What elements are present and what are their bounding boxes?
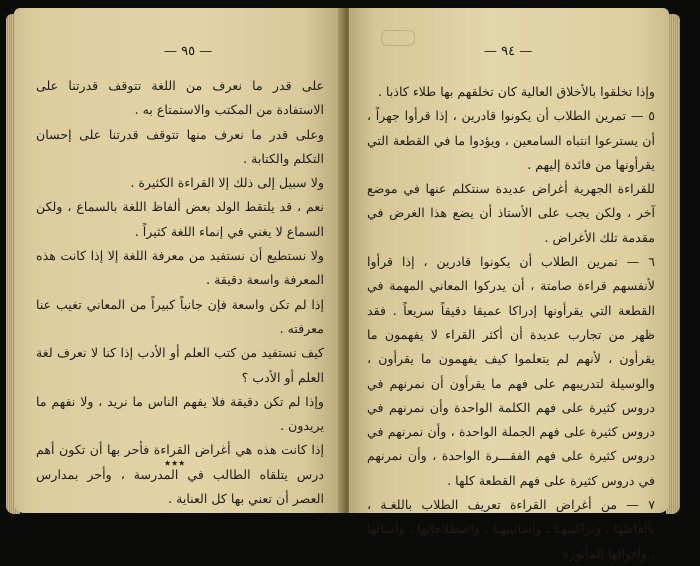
left-page-text	[36, 74, 324, 511]
left-paragraph-8: وإذا لم تكن دقيقة فلا يفهم الناس ما نريد ، ولا نفهم ما يريدون .	[36, 393, 324, 434]
left-paragraph-1: على قدر ما نعرف من اللغة تتوقف قدرتنا على الاستفادة من المكتب والاستمتاع به .	[36, 78, 324, 118]
left-paragraph-3: ولا سبيل إلى ذلك إلا القراءة الكثيرة .	[130, 175, 324, 191]
right-page	[349, 8, 669, 561]
right-paragraph-1: وإذا تخلقوا بالأخلاق العالية كان تخلقهم بها طلاء كاذبا .	[378, 84, 655, 99]
left-paragraph-6: إذا لم تكن واسعة فإن جانباً كبيراً من المعاني تغيب عنا معرفته .	[36, 296, 324, 336]
right-paragraph-2: ٥ — تمرين الطلاب أن يكونوا قادرين ، إذا قرأوا جهراً ، أن يسترعوا انتباه السامعين ، ويؤدوا ما في القطعة التي يقرأونها من فائدة إليهم .	[367, 108, 655, 172]
left-paragraph-9: إذا كانت هذه هي أغراض القراءة فأحر بها أن تكون أهم درس يتلقاه الطالب في المدرسة ، وأحر بمدارس العصر أن تعني بها كل العناية .	[36, 442, 324, 507]
faded-stamp	[381, 30, 415, 46]
right-paragraph-3: للقراءة الجهرية أغراض عديدة سنتكلم عنها في موضع آخر ، ولكن يجب على الأستاذ أن يضع هذا الغرض في مقدمة تلك الأغراض .	[367, 181, 655, 245]
left-paragraph-2: وعلى قدر ما نعرف منها تتوقف قدرتنا على إحسان التكلم والكتابة .	[36, 126, 324, 166]
right-page-text	[367, 80, 655, 566]
left-page-number: — ٩٥ —	[164, 44, 213, 59]
end-ornament: ٭٭٭	[164, 456, 186, 471]
right-page-number: — ٩٤ —	[484, 44, 533, 59]
left-paragraph-7: كيف نستفيد من كتب العلم أو الأدب إذا كنا لا نعرف لغة العلم أو الأدب ؟	[36, 345, 324, 385]
right-paragraph-4: ٦ — تمرين الطلاب أن يكونوا قادرين ، إذا قرأوا لأنفسهم قراءة صامتة ، أن يدركوا المعاني المهمة في القطعة التي يقرأونها إدراكا عميقا دقيقاً سريعاً . فقد ظهر من تجارب عديدة أن أكثر القراء لا يفهمون ما يقرأون ، لأنهم لم يتعلموا كيف يفهمون ما يقرأون ، والوسيلة لتدريبهم على فهم ما يقرأون أن نمرنهم في دروس كثيرة على فهم الكلمة الواحدة وأن نمرنهم في دروس كثيرة على فهم الجملة الواحدة ، وأن نمرنهم في دروس كثيرة على فهم الفقـــرة الواحدة ، وأن نمرنهم في دروس كثيرة على فهم القطعة كلها .	[367, 254, 655, 488]
open-book	[6, 8, 690, 561]
left-page	[14, 8, 344, 513]
right-paragraph-5: ٧ — من أغراض القراءة تعريف الطلاب باللغـة ، بألفاظها ، وتراكيبهـا ، وأساليبهـا ، واصطلاحاتها ، وأمثالها ، وأقوالها المأثورة .	[367, 497, 655, 561]
left-paragraph-5: ولا نستطيع أن نستفيد من معرفة اللغة إلا إذا كانت هذه المعرفة واسعة دقيقة .	[36, 248, 324, 288]
left-paragraph-4: نعم ، قد يلتقط الولد بعض ألفاظ اللغة بالسماع ، ولكن السماع لا يغني في إنماء اللغة كثيراً .	[36, 199, 324, 239]
